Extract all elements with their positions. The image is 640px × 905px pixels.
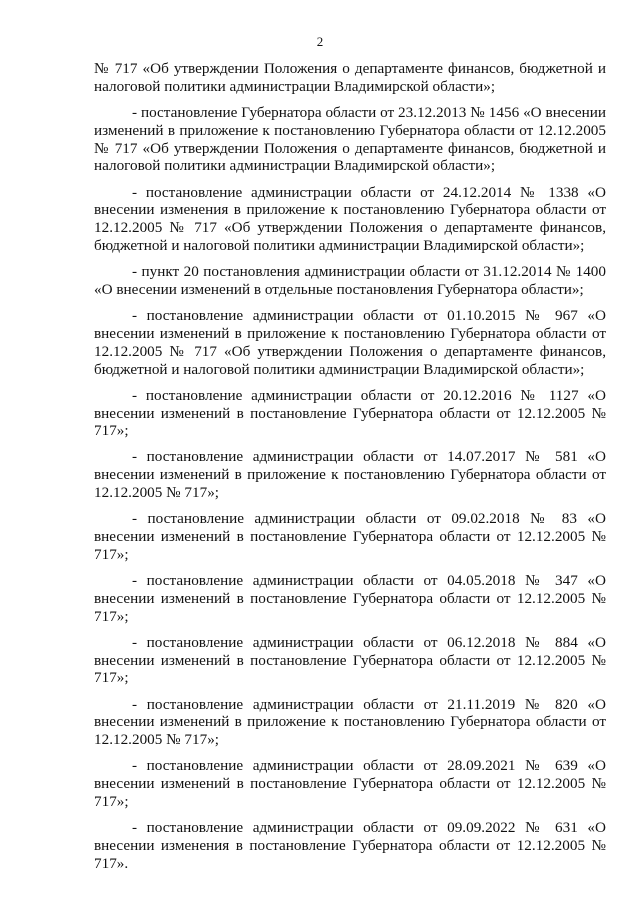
- list-item: - пункт 20 постановления администрации области от 31.12.2014 № 1400 «О внесении изменений в отдельные постановления Губернатора области»;: [94, 263, 606, 298]
- list-item: - постановление администрации области от 09.09.2022 № 631 «О внесении изменения в постановление Губернатора области от 12.12.2005 № 717».: [94, 819, 606, 872]
- list-item: - постановление Губернатора области от 23.12.2013 № 1456 «О внесении изменений в приложение к постановлению Губернатора области от 12.12.2005 № 717 «Об утверждении Положения о департаменте финансов, бюджетной и налоговой политики администрации Владимирской области»;: [94, 103, 606, 175]
- list-item: - постановление администрации области от 14.07.2017 № 581 «О внесении изменений в приложение к постановлению Губернатора области от 12.12.2005 № 717»;: [94, 448, 606, 502]
- list-item: - постановление администрации области от 06.12.2018 № 884 «О внесении изменений в постановление Губернатора области от 12.12.2005 № 717»;: [94, 633, 606, 687]
- list-item: - постановление администрации области от 01.10.2015 № 967 «О внесении изменений в приложение к постановлению Губернатора области от 12.12.2005 № 717 «Об утверждении Положения о департаменте финансов, бюджетной и налоговой политики администрации Владимирской области»;: [94, 307, 606, 378]
- list-item: - постановление администрации области от 21.11.2019 № 820 «О внесении изменений в приложение к постановлению Губернатора области от 12.12.2005 № 717»;: [94, 695, 606, 749]
- list-item: - постановление администрации области от 04.05.2018 № 347 «О внесении изменений в постановление Губернатора области от 12.12.2005 № 717»;: [94, 572, 606, 625]
- page-number: 2: [316, 34, 324, 49]
- document-body: [94, 60, 606, 881]
- list-item: - постановление администрации области от 24.12.2014 № 1338 «О внесении изменения в приложение к постановлению Губернатора области от 12.12.2005 № 717 «Об утверждении Положения о департаменте финансов, бюджетной и налоговой политики администрации Владимирской области»;: [94, 183, 606, 254]
- paragraph-continuation: № 717 «Об утверждении Положения о департаменте финансов, бюджетной и налоговой политики администрации Владимирской области»;: [94, 60, 606, 95]
- list-item: - постановление администрации области от 28.09.2021 № 639 «О внесении изменений в постановление Губернатора области от 12.12.2005 № 717»;: [94, 757, 606, 810]
- list-item: - постановление администрации области от 09.02.2018 № 83 «О внесении изменений в постановление Губернатора области от 12.12.2005 № 717»;: [94, 510, 606, 563]
- list-item: - постановление администрации области от 20.12.2016 № 1127 «О внесении изменений в постановление Губернатора области от 12.12.2005 № 717»;: [94, 386, 606, 440]
